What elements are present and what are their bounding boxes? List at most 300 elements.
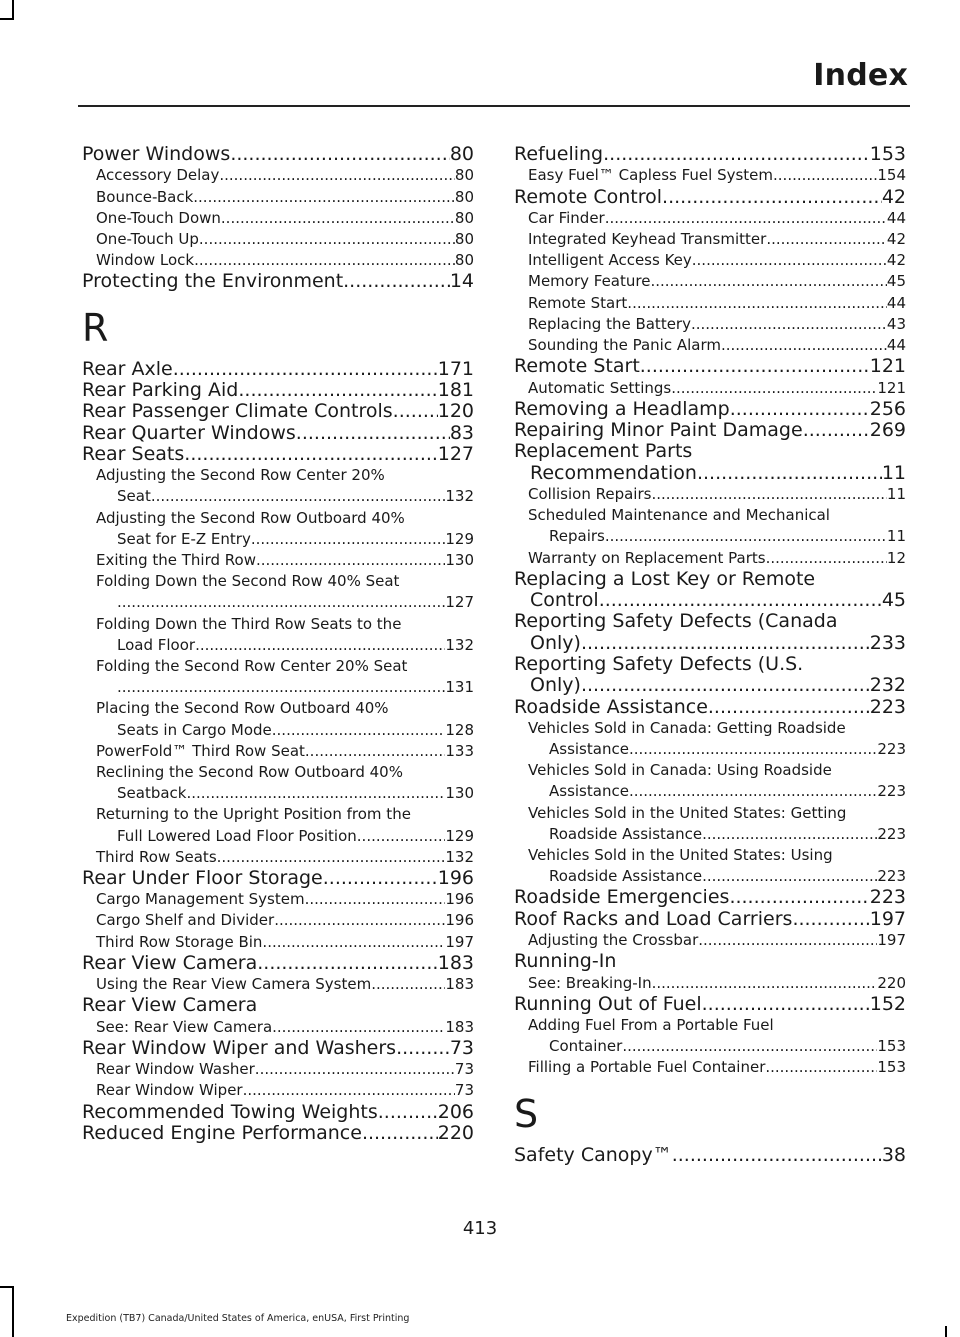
index-entry xyxy=(514,293,906,314)
index-entry-page: 130 xyxy=(445,784,474,803)
index-entry-page: 80 xyxy=(454,208,474,227)
leader-dots xyxy=(622,1036,877,1057)
index-entry xyxy=(514,781,906,802)
index-entry-label: Automatic Settings xyxy=(528,378,672,397)
header-rule xyxy=(78,105,910,107)
index-entry xyxy=(514,187,906,208)
index-entry-label: Intelligent Access Key xyxy=(528,251,692,270)
leader-dots xyxy=(257,953,438,974)
leader-dots xyxy=(230,144,450,165)
index-entry xyxy=(82,423,474,444)
index-entry-label: Recommendation xyxy=(530,462,697,484)
index-entry xyxy=(514,930,906,951)
index-entry-text: Folding Down the Third Row Seats to the xyxy=(96,614,402,633)
index-column-right xyxy=(514,144,906,1166)
index-entry-page: 121 xyxy=(877,378,906,397)
leader-dots xyxy=(396,1038,450,1059)
index-entry-page: 256 xyxy=(869,398,906,420)
crop-mark-top-left-v xyxy=(12,0,14,20)
index-entry-label: Roadside Assistance xyxy=(549,867,703,886)
index-entry-label: Control xyxy=(530,590,599,612)
crop-mark-top-left-h xyxy=(0,18,14,20)
index-entry xyxy=(82,932,474,953)
leader-dots xyxy=(605,208,887,229)
index-entry-page: 130 xyxy=(445,550,474,569)
index-entry-text: Folding the Second Row Center 20% Seat xyxy=(96,656,408,675)
index-entry-label: Rear Window Washer xyxy=(96,1060,255,1079)
index-entry-label: Remote Start xyxy=(514,356,640,378)
index-entry-label: Filling a Portable Fuel Container xyxy=(528,1058,766,1077)
leader-dots xyxy=(766,548,887,569)
index-entry-page: 197 xyxy=(869,908,906,930)
leader-dots xyxy=(581,675,870,696)
index-entry-page: 11 xyxy=(886,484,906,503)
index-entry-label: See: Breaking-In xyxy=(528,973,652,992)
index-entry xyxy=(514,994,906,1015)
leader-dots xyxy=(691,314,887,335)
index-entry-page: 181 xyxy=(437,379,474,401)
index-entry-label: Refueling xyxy=(514,144,604,165)
index-entry-text: Reclining the Second Row Outboard 40% xyxy=(96,762,403,781)
index-entry-label: PowerFold™ Third Row Seat xyxy=(96,741,305,760)
index-entry-label: Seats in Cargo Mode xyxy=(117,720,272,739)
footer-print-note: Expedition (TB7) Canada/United States of America, enUSA, First Printing xyxy=(66,1313,410,1324)
leader-dots xyxy=(721,335,887,356)
index-entry-page: 196 xyxy=(445,890,474,909)
index-entry xyxy=(514,1036,906,1057)
index-entry-label: Integrated Keyhead Transmitter xyxy=(528,230,767,248)
index-entry-page: 223 xyxy=(869,887,906,909)
index-entry-page: 133 xyxy=(445,741,474,760)
index-entry-page: 11 xyxy=(881,462,906,484)
index-entry-text: Vehicles Sold in the United States: Getting xyxy=(528,803,847,822)
index-entry-label: Repairing Minor Paint Damage xyxy=(514,420,803,442)
index-entry-page: 131 xyxy=(445,678,474,697)
index-entry xyxy=(514,1145,906,1166)
index-entry-label: Window Lock xyxy=(96,251,195,270)
index-entry-label: Rear Quarter Windows xyxy=(82,422,296,444)
leader-dots xyxy=(581,633,870,654)
index-entry-page: 154 xyxy=(877,166,906,185)
index-entry xyxy=(82,165,474,186)
index-entry xyxy=(514,208,906,229)
index-entry-label: See: Rear View Camera xyxy=(96,1017,273,1036)
index-entry xyxy=(82,380,474,401)
index-entry xyxy=(82,1123,474,1144)
index-entry-page: 223 xyxy=(869,696,906,718)
entry-list-right-1 xyxy=(514,144,906,1079)
index-entry xyxy=(514,824,906,845)
leader-dots xyxy=(605,526,887,547)
index-entry xyxy=(82,529,474,550)
index-entry-text: Placing the Second Row Outboard 40% xyxy=(96,699,389,718)
index-entry xyxy=(514,314,906,335)
index-entry xyxy=(82,486,474,507)
index-entry-label: Cargo Management System xyxy=(96,890,305,909)
index-entry-label: Third Row Seats xyxy=(96,847,217,866)
index-entry xyxy=(82,144,474,165)
index-entry-label: Repairs xyxy=(549,527,605,546)
index-entry xyxy=(82,1102,474,1123)
index-entry-page: 232 xyxy=(869,675,906,697)
index-entry-label: Rear Window Wiper xyxy=(96,1081,243,1100)
index-entry xyxy=(82,250,474,271)
leader-dots xyxy=(117,592,445,613)
index-entry xyxy=(514,548,906,569)
entry-list-left-1 xyxy=(82,144,474,293)
index-entry-label: Safety Canopy™ xyxy=(514,1144,672,1166)
leader-dots xyxy=(362,1123,438,1144)
index-entry-page: 223 xyxy=(877,782,906,801)
leader-dots xyxy=(378,1102,438,1123)
leader-dots xyxy=(343,271,450,292)
index-entry-label: Reduced Engine Performance xyxy=(82,1122,362,1144)
leader-dots xyxy=(243,1080,455,1101)
index-entry xyxy=(514,378,906,399)
leader-dots xyxy=(199,229,455,250)
index-entry xyxy=(514,866,906,887)
index-entry-label: Exiting the Third Row xyxy=(96,550,256,569)
index-entry xyxy=(514,675,906,696)
index-entry-text: Vehicles Sold in the United States: Using xyxy=(528,846,833,865)
index-entry xyxy=(82,550,474,571)
index-entry-page: 197 xyxy=(445,932,474,951)
index-entry-page: 80 xyxy=(454,166,474,185)
index-entry-label: Accessory Delay xyxy=(96,166,220,185)
index-entry-label: Only) xyxy=(530,675,581,697)
leader-dots xyxy=(708,697,870,718)
section-letter-r: R xyxy=(82,305,109,350)
index-entry-page: 171 xyxy=(437,358,474,380)
index-entry-text: Replacement Parts xyxy=(514,440,693,463)
index-entry xyxy=(82,444,474,465)
index-entry xyxy=(82,1038,474,1059)
index-entry-page: 206 xyxy=(437,1101,474,1123)
index-entry xyxy=(514,633,906,654)
index-entry-label: Roadside Emergencies xyxy=(514,887,730,909)
leader-dots xyxy=(305,889,446,910)
index-entry-page: 12 xyxy=(886,548,906,567)
index-entry xyxy=(514,420,906,441)
leader-dots xyxy=(627,293,887,314)
index-entry xyxy=(82,783,474,804)
leader-dots xyxy=(256,550,445,571)
index-entry-text: Adjusting the Second Row Center 20% xyxy=(96,466,385,485)
index-entry xyxy=(82,953,474,974)
index-entry-page: 38 xyxy=(881,1144,906,1166)
index-entry xyxy=(82,868,474,889)
index-entry-label: Warranty on Replacement Parts xyxy=(528,548,766,567)
page-number: 413 xyxy=(462,1218,498,1239)
index-entry xyxy=(82,635,474,656)
index-entry-label: Seatback xyxy=(117,784,187,803)
index-entry-page: 44 xyxy=(886,208,906,227)
index-entry-label: Bounce-Back xyxy=(96,187,194,206)
page-title: Index xyxy=(813,58,908,93)
index-entry xyxy=(82,592,474,613)
leader-dots xyxy=(238,380,437,401)
index-entry xyxy=(514,484,906,505)
index-entry-label: Rear Seats xyxy=(82,443,185,465)
index-entry-label: One-Touch Down xyxy=(96,208,221,227)
index-entry xyxy=(514,399,906,420)
index-entry-label: Running Out of Fuel xyxy=(514,993,702,1015)
index-entry-page: 132 xyxy=(445,847,474,866)
index-entry-text: Adding Fuel From a Portable Fuel xyxy=(528,1016,774,1035)
index-entry-text: Replacing a Lost Key or Remote xyxy=(514,567,816,590)
index-entry xyxy=(514,250,906,271)
leader-dots xyxy=(393,401,438,422)
index-entry-page: 14 xyxy=(449,271,474,293)
index-entry-label: Third Row Storage Bin xyxy=(96,932,263,951)
index-entry-label: Protecting the Environment xyxy=(82,271,344,293)
index-entry-page: 132 xyxy=(445,487,474,506)
index-entry-page: 196 xyxy=(437,867,474,889)
index-entry-label: Rear Axle xyxy=(82,358,173,380)
index-entry xyxy=(82,359,474,380)
index-entry xyxy=(82,974,474,995)
index-entry xyxy=(82,720,474,741)
index-entry-text: Returning to the Upright Position from the xyxy=(96,805,411,824)
index-entry-label: Only) xyxy=(530,632,581,654)
leader-dots xyxy=(262,932,445,953)
index-entry-label: Remote Control xyxy=(514,186,663,208)
leader-dots xyxy=(729,887,869,908)
index-entry-page: 127 xyxy=(445,593,474,612)
index-entry xyxy=(514,973,906,994)
section-letter-s: S xyxy=(514,1091,539,1136)
index-entry xyxy=(82,187,474,208)
index-heading: Rear View Camera xyxy=(82,994,258,1017)
index-entry-page: 153 xyxy=(869,144,906,165)
index-entry-page: 269 xyxy=(869,420,906,442)
index-entry-label: Replacing the Battery xyxy=(528,314,691,333)
index-entry-page: 196 xyxy=(445,911,474,930)
index-entry xyxy=(514,739,906,760)
index-entry-page: 127 xyxy=(437,443,474,465)
index-entry-page: 43 xyxy=(886,314,906,333)
leader-dots xyxy=(662,187,882,208)
leader-dots xyxy=(698,930,877,951)
leader-dots xyxy=(652,973,878,994)
index-entry-label: Rear View Camera xyxy=(82,952,258,974)
crop-mark-bottom-left-h xyxy=(0,1286,14,1288)
leader-dots xyxy=(629,781,877,802)
index-entry xyxy=(514,887,906,908)
leader-dots xyxy=(251,529,446,550)
index-entry-label: Remote Start xyxy=(528,293,628,312)
index-entry-page: 11 xyxy=(886,527,906,546)
index-entry xyxy=(82,401,474,422)
index-entry-label: Memory Feature xyxy=(528,272,651,291)
leader-dots xyxy=(323,868,438,889)
index-entry-page: 233 xyxy=(869,632,906,654)
leader-dots xyxy=(186,783,445,804)
index-entry xyxy=(514,335,906,356)
index-entry-label: Rear Parking Aid xyxy=(82,379,239,401)
index-entry xyxy=(82,1080,474,1101)
leader-dots xyxy=(629,739,877,760)
index-entry xyxy=(514,697,906,718)
index-entry-page: 42 xyxy=(886,251,906,270)
entry-list-right-2 xyxy=(514,1145,906,1166)
index-entry-label: Roadside Assistance xyxy=(514,696,708,718)
index-entry-page: 223 xyxy=(877,867,906,886)
index-entry-text: Reporting Safety Defects (U.S. xyxy=(514,652,804,675)
index-entry-page: 129 xyxy=(445,529,474,548)
index-entry xyxy=(82,1017,474,1038)
index-entry-page: 42 xyxy=(886,230,906,248)
leader-dots xyxy=(272,1017,445,1038)
leader-dots xyxy=(672,1145,882,1166)
index-entry-page: 83 xyxy=(449,422,474,444)
index-entry-page: 128 xyxy=(445,720,474,739)
index-entry xyxy=(514,356,906,377)
leader-dots xyxy=(194,250,455,271)
index-entry-text: Vehicles Sold in Canada: Getting Roadside xyxy=(528,718,846,737)
leader-dots xyxy=(305,741,445,762)
index-entry-page: 183 xyxy=(437,952,474,974)
index-entry-text: Vehicles Sold in Canada: Using Roadside xyxy=(528,761,832,780)
index-entry-page: 223 xyxy=(877,824,906,843)
index-entry-page: 132 xyxy=(445,635,474,654)
index-entry-page: 152 xyxy=(869,993,906,1015)
index-entry-label: Assistance xyxy=(549,782,629,801)
index-entry xyxy=(82,847,474,868)
index-entry-page: 153 xyxy=(877,1037,906,1056)
index-entry-text: Folding Down the Second Row 40% Seat xyxy=(96,572,400,591)
index-entry-page: 44 xyxy=(886,293,906,312)
leader-dots xyxy=(697,463,882,484)
leader-dots xyxy=(730,399,870,420)
leader-dots xyxy=(117,677,445,698)
index-entry-page: 80 xyxy=(449,144,474,165)
leader-dots xyxy=(765,1057,877,1078)
index-entry-label: Car Finder xyxy=(528,208,605,227)
index-entry-text: Scheduled Maintenance and Mechanical xyxy=(528,506,830,525)
index-entry-label: Load Floor xyxy=(117,635,196,654)
index-entry-page: 220 xyxy=(877,973,906,992)
leader-dots xyxy=(792,909,869,930)
index-heading: Running-In xyxy=(514,950,617,973)
index-entry-page: 183 xyxy=(445,975,474,994)
index-entry xyxy=(82,910,474,931)
index-entry-text: Reporting Safety Defects (Canada xyxy=(514,610,838,633)
leader-dots xyxy=(357,826,446,847)
index-entry xyxy=(514,1057,906,1078)
index-entry-label: Collision Repairs xyxy=(528,484,652,503)
index-entry-label: Roadside Assistance xyxy=(549,824,703,843)
index-entry-label: Full Lowered Load Floor Position xyxy=(117,826,357,845)
index-entry-page: 73 xyxy=(449,1037,474,1059)
index-entry-label: Recommended Towing Weights xyxy=(82,1101,378,1123)
index-entry xyxy=(514,463,906,484)
index-entry-label: Sounding the Panic Alarm xyxy=(528,336,721,355)
index-entry-page: 80 xyxy=(454,251,474,270)
index-entry-page: 80 xyxy=(454,229,474,248)
index-entry-label: Seat xyxy=(117,487,151,506)
leader-dots xyxy=(702,824,877,845)
entry-list-left-2 xyxy=(82,359,474,1145)
index-entry-label: Rear Under Floor Storage xyxy=(82,867,323,889)
leader-dots xyxy=(766,229,887,250)
index-entry-page: 223 xyxy=(877,740,906,758)
leader-dots xyxy=(702,866,877,887)
leader-dots xyxy=(702,994,870,1015)
leader-dots xyxy=(151,486,446,507)
index-entry-label: Container xyxy=(549,1037,623,1056)
index-entry-page: 42 xyxy=(881,186,906,208)
index-entry-label: Seat for E-Z Entry xyxy=(117,529,251,548)
index-entry xyxy=(82,208,474,229)
index-entry-page: 220 xyxy=(437,1122,474,1144)
index-entry-page: 80 xyxy=(454,187,474,206)
index-entry-label: Roof Racks and Load Carriers xyxy=(514,908,793,930)
leader-dots xyxy=(219,165,455,186)
leader-dots xyxy=(671,378,877,399)
index-entry-page: 45 xyxy=(886,272,906,291)
index-entry xyxy=(82,1059,474,1080)
index-entry-page: 120 xyxy=(437,401,474,423)
index-entry-page: 129 xyxy=(445,826,474,845)
crop-mark-bottom-left-v xyxy=(12,1286,14,1337)
leader-dots xyxy=(193,187,455,208)
index-entry xyxy=(82,826,474,847)
leader-dots xyxy=(371,974,445,995)
index-entry-page: 197 xyxy=(877,931,906,950)
index-entry xyxy=(82,677,474,698)
leader-dots xyxy=(803,420,870,441)
leader-dots xyxy=(651,484,886,505)
index-entry xyxy=(514,271,906,292)
index-entry xyxy=(514,590,906,611)
index-entry xyxy=(514,909,906,930)
index-entry-page: 153 xyxy=(877,1058,906,1077)
leader-dots xyxy=(173,359,438,380)
index-entry xyxy=(82,271,474,292)
leader-dots xyxy=(296,423,450,444)
index-entry-label: Removing a Headlamp xyxy=(514,398,730,420)
index-entry-label: Using the Rear View Camera System xyxy=(96,975,372,994)
index-entry-page: 121 xyxy=(869,356,906,378)
leader-dots xyxy=(195,635,445,656)
index-entry-label: One-Touch Up xyxy=(96,229,199,248)
leader-dots xyxy=(692,250,887,271)
index-entry-label: Rear Passenger Climate Controls xyxy=(82,401,393,423)
leader-dots xyxy=(599,590,882,611)
index-entry-page: 73 xyxy=(454,1081,474,1100)
index-entry-label: Adjusting the Crossbar xyxy=(528,931,699,950)
leader-dots xyxy=(603,144,870,165)
index-column-left xyxy=(82,144,474,1144)
leader-dots xyxy=(255,1059,455,1080)
leader-dots xyxy=(640,356,870,377)
index-entry-label: Cargo Shelf and Divider xyxy=(96,911,275,930)
leader-dots xyxy=(221,208,455,229)
index-entry-label: Power Windows xyxy=(82,144,231,165)
index-entry-label: Rear Window Wiper and Washers xyxy=(82,1037,397,1059)
index-entry-page: 73 xyxy=(454,1060,474,1079)
index-entry-page: 183 xyxy=(445,1017,474,1036)
index-entry xyxy=(82,889,474,910)
index-entry xyxy=(514,165,906,186)
index-entry xyxy=(82,741,474,762)
crop-mark-bottom-right-v xyxy=(945,1326,947,1337)
index-entry-label: Easy Fuel™ Capless Fuel System xyxy=(528,166,774,185)
index-entry xyxy=(82,229,474,250)
leader-dots xyxy=(184,444,437,465)
index-entry xyxy=(514,144,906,165)
